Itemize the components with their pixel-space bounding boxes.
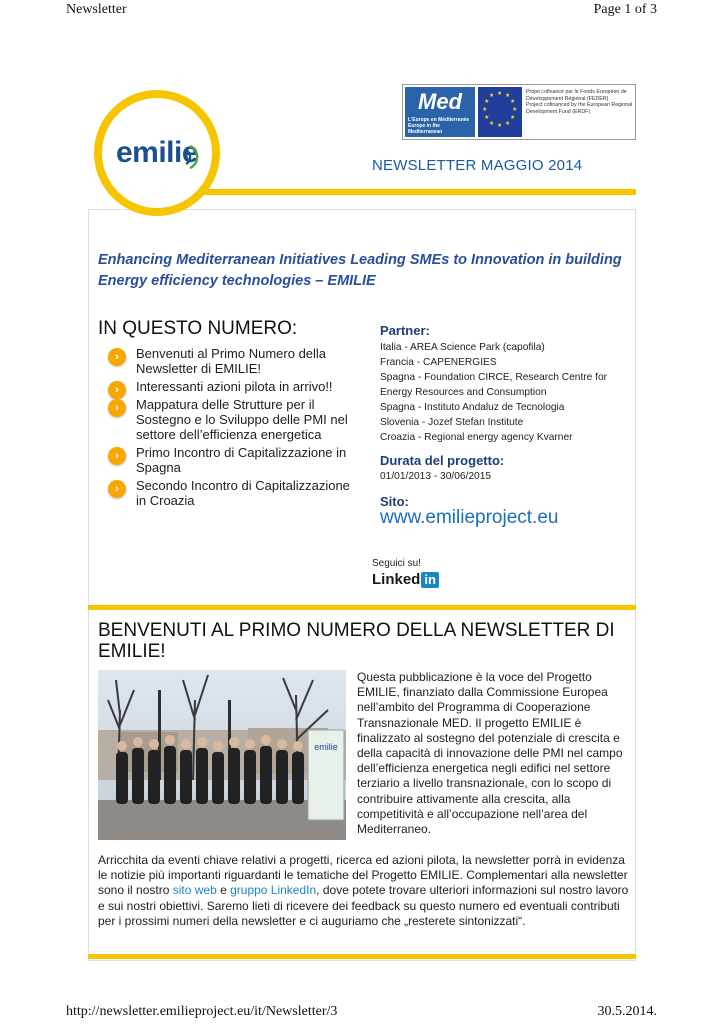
footer-date: 30.5.2014. (597, 1004, 657, 1019)
intro-paragraph: Questa pubblicazione è la voce del Progetto EMILIE, finanziato dalla Commissione Europea nell’ambito del Programma di Cooperazione Transnazionale MED. Il progetto EMILIE è finalizzato al sostegno del potenziale di crescita e della capacità di innovazione delle PMI nel campo dell’efficienza energetica negli edifici nel settore terziario a livello transnazionale, con lo scopo di contribuire attivamente alla crescita, alla competitività e all’occupazione nell’area del Mediterraneo. (357, 670, 623, 837)
arrow-bullet-icon: › (108, 381, 126, 399)
sito-heading: Sito: (380, 494, 409, 509)
partner-item: Italia - AREA Science Park (capofila) (380, 342, 545, 353)
arrow-bullet-icon: › (108, 348, 126, 366)
med-sub-en: Europe in the Mediterranean (408, 123, 443, 135)
funding-text-en: Project cofinanced by the European Regional Development Fund (ERDF) (526, 102, 633, 115)
med-funding-text (526, 87, 633, 137)
durata-heading: Durata del progetto: (380, 453, 505, 468)
signal-arcs-icon (184, 144, 200, 170)
partner-item: Energy Resources and Consumption (380, 387, 547, 398)
group-photo (98, 670, 346, 840)
newsletter-title: NEWSLETTER MAGGIO 2014 (372, 157, 583, 174)
partner-heading: Partner: (380, 323, 430, 338)
partner-item: Spagna - Foundation CIRCE, Research Centre for (380, 372, 608, 383)
arrow-bullet-icon: › (108, 480, 126, 498)
in-questo-numero-heading: IN QUESTO NUMERO: (98, 318, 298, 339)
med-logo (405, 87, 475, 137)
partner-item: Spagna - Instituto Andaluz de Tecnologia (380, 402, 565, 413)
page-header-title: Newsletter (66, 2, 127, 17)
durata-value: 01/01/2013 - 30/06/2015 (380, 471, 492, 482)
website-link[interactable]: www.emilieproject.eu (380, 507, 559, 528)
toc-item[interactable]: › Interessanti azioni pilota in arrivo!! (108, 379, 354, 394)
project-tagline: Enhancing Mediterranean Initiatives Leading SMEs to Innovation in building Energy efficiency technologies – EMILIE (98, 252, 622, 289)
linkedin-icon: in (421, 572, 439, 588)
linkedin-group-link[interactable]: gruppo LinkedIn (230, 883, 317, 898)
section-title: BENVENUTI AL PRIMO NUMERO DELLA NEWSLETTER DI EMILIE! (98, 620, 615, 662)
follow-us-label: Seguici su! (372, 558, 421, 569)
toc-item[interactable]: › Mappatura delle Strutture per il Sostegno e lo Sviluppo delle PMI nel settore dell’efficienza energetica (108, 397, 354, 442)
eu-flag-icon: ★ ★ ★ ★ ★ ★ ★ ★ ★ ★ ★ ★ (478, 87, 522, 137)
partner-panel (380, 323, 630, 445)
toc-item[interactable]: › Secondo Incontro di Capitalizzazione in Croazia (108, 478, 354, 508)
linkedin-text: Linked (372, 571, 421, 588)
toc-item[interactable]: › Primo Incontro di Capitalizzazione in Spagna (108, 445, 354, 475)
yellow-divider-top (204, 189, 636, 195)
partner-item: Croazia - Regional energy agency Kvarner (380, 432, 573, 443)
arrow-bullet-icon: › (108, 399, 126, 417)
table-of-contents (108, 346, 354, 511)
arrow-bullet-icon: › (108, 447, 126, 465)
emilie-logo (94, 90, 220, 216)
med-word: Med (418, 89, 462, 114)
linkedin-button[interactable] (372, 571, 439, 588)
footer-url: http://newsletter.emilieproject.eu/it/Newsletter/3 (66, 1004, 338, 1019)
partner-item: Francia - CAPENERGIES (380, 357, 497, 368)
sito-web-link[interactable]: sito web (172, 883, 217, 898)
page-number: Page 1 of 3 (593, 2, 657, 17)
yellow-divider-middle (88, 605, 636, 610)
med-sub-fr: L'Europe en Méditerranée (408, 117, 470, 123)
funding-text-fr: Projet cofinancé par le Fonds Européen de Développement Régional (FEDER) (526, 89, 627, 102)
partner-item: Slovenia - Jozef Stefan Institute (380, 417, 524, 428)
banner-text: emilie (314, 742, 338, 752)
yellow-divider-bottom (88, 954, 636, 959)
med-program-logo (402, 84, 636, 140)
body-paragraph: Arricchita da eventi chiave relativi a progetti, ricerca ed azioni pilota, la newsletter porrà in evidenza le notizie più importanti riguardanti le tematiche del Progetto EMILIE. Complementari alla newsletter sono il nostro sito web e gruppo LinkedIn, dove potete trovare ulteriori informazioni sul nostro lavoro e sui nostri obiettivi. Saremo lieti di ricevere dei feedback su questo numero ed eventuali contributi per i prossimi numeri della newsletter e ci auguriamo che „resterete sintonizzati“. (98, 853, 629, 928)
logo-text: emilie (115, 136, 199, 169)
toc-item[interactable]: › Benvenuti al Primo Numero della Newsletter di EMILIE! (108, 346, 354, 376)
